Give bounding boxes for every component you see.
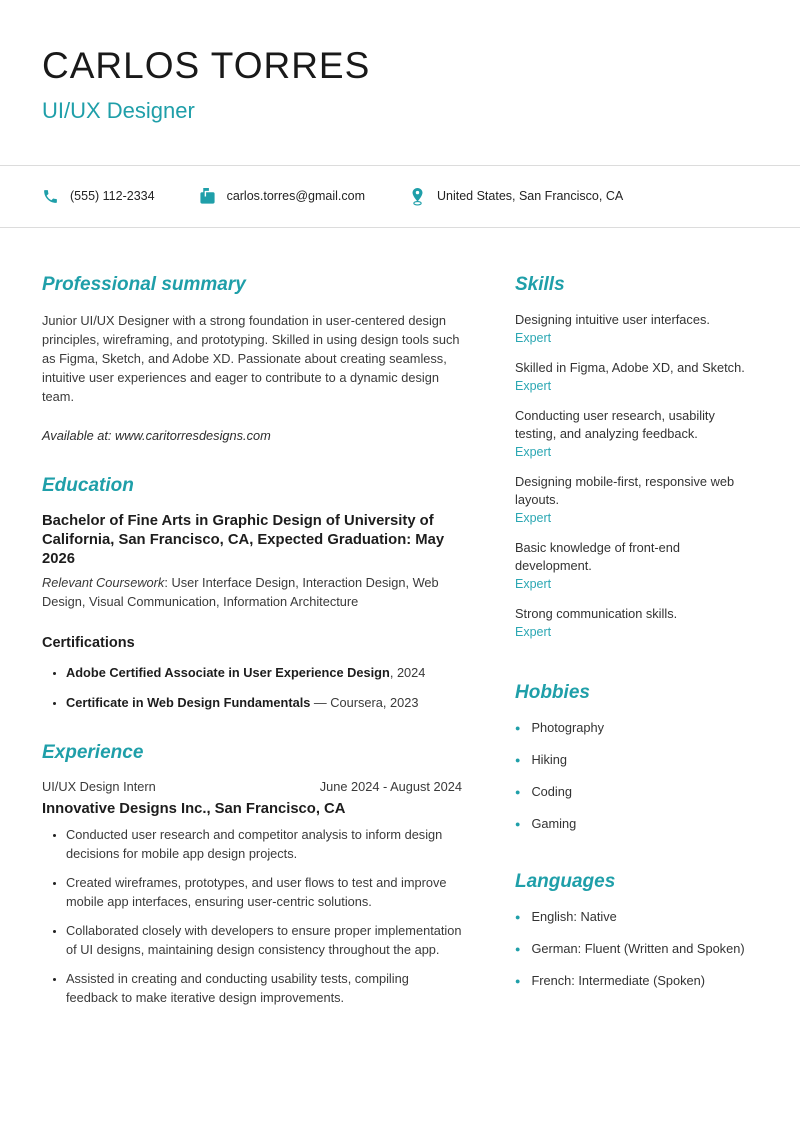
hobby-label: Hiking (531, 751, 567, 767)
skills-heading: Skills (515, 273, 565, 295)
availability-note: Available at: www.caritorresdesigns.com (42, 427, 271, 443)
hobby-label: Coding (531, 783, 572, 799)
bullet-dot-icon: ● (515, 975, 521, 986)
skill-item (515, 539, 758, 594)
skill-level: Expert (515, 330, 552, 345)
role-row (42, 779, 462, 794)
skills-section (515, 274, 758, 642)
job-dates: June 2024 - August 2024 (319, 778, 462, 794)
language-label: English: Native (531, 908, 617, 924)
language-label: German: Fluent (Written and Spoken) (531, 940, 745, 956)
experience-bullets (42, 825, 462, 1007)
contact-email-text: carlos.torres@gmail.com (226, 189, 365, 204)
certification-item (66, 663, 462, 682)
education-section (42, 475, 462, 712)
location-pin-icon (409, 187, 426, 206)
experience-bullet: • Assisted in creating and conducting usability tests, compiling feedback to make iterative design improvements. (66, 969, 462, 1007)
hobby-label: Photography (531, 719, 605, 735)
company-name: Innovative Designs Inc., San Francisco, CA (42, 800, 346, 817)
bullet-dot-icon: ● (515, 818, 521, 829)
certifications-list (42, 663, 462, 712)
bullet-dot-icon: ● (515, 754, 521, 765)
skill-level: Expert (515, 378, 552, 393)
bullet-dot-icon: ● (515, 911, 521, 922)
mailbox-icon (199, 188, 216, 205)
bullet-dot-icon: ● (515, 722, 521, 733)
skill-level: Expert (515, 444, 552, 459)
coursework-list: : User Interface Design, Interaction Design, Web Design, Visual Communication, Information Architecture (42, 574, 439, 609)
languages-heading: Languages (515, 870, 616, 892)
skill-level: Expert (515, 624, 552, 639)
experience-bullet: • Conducted user research and competitor analysis to inform design decisions for mobile app design projects. (66, 825, 462, 863)
degree-title: Bachelor of Fine Arts in Graphic Design of University of California, San Francisco, CA, Expected Graduation: May 2026 (42, 512, 445, 567)
contact-email (199, 188, 365, 205)
skill-item (515, 359, 758, 396)
languages-section (515, 871, 758, 988)
education-heading: Education (42, 474, 134, 496)
hobby-item (515, 816, 758, 831)
skill-item (515, 407, 758, 462)
bullet-dot-icon: ● (515, 943, 521, 954)
skill-name: Conducting user research, usability testing, and analyzing feedback. (515, 407, 715, 441)
contact-phone (42, 188, 155, 205)
hobbies-section (515, 682, 758, 831)
skill-item (515, 311, 758, 348)
hobby-item (515, 752, 758, 767)
contact-phone-text: (555) 112-2334 (70, 189, 155, 204)
language-item (515, 941, 758, 956)
certification-name: Certificate in Web Design Fundamentals (66, 694, 311, 710)
languages-list (515, 909, 758, 988)
bullet-dot-icon: ● (515, 786, 521, 797)
skill-name: Designing mobile-first, responsive web layouts. (515, 473, 735, 507)
skill-item (515, 473, 758, 528)
certification-name: Adobe Certified Associate in User Experience Design (66, 664, 390, 680)
hobbies-heading: Hobbies (515, 681, 590, 703)
certification-detail: , 2024 (389, 664, 426, 680)
resume-body (0, 228, 800, 1017)
experience-bullet: • Collaborated closely with developers to ensure proper implementation of UI designs, maintaining design consistency throughout the app. (66, 921, 462, 959)
language-item (515, 973, 758, 988)
summary-section (42, 274, 462, 443)
relevant-coursework (42, 573, 462, 611)
experience-bullet: • Created wireframes, prototypes, and user flows to test and improve mobile app interfaces, ensuring user-centric solutions. (66, 873, 462, 911)
certification-detail: — Coursera, 2023 (310, 694, 419, 710)
contact-location-text: United States, San Francisco, CA (436, 189, 624, 204)
job-title: UI/UX Design Intern (42, 778, 156, 794)
language-label: French: Intermediate (Spoken) (531, 972, 705, 988)
right-column (515, 274, 758, 1017)
skill-item (515, 605, 758, 642)
skill-name: Strong communication skills. (515, 605, 678, 621)
experience-section (42, 742, 462, 1007)
hobby-label: Gaming (531, 815, 577, 831)
skill-name: Basic knowledge of front-end development. (515, 539, 681, 573)
summary-text: Junior UI/UX Designer with a strong foundation in user-centered design principles, wireframing, and prototyping. Skilled in using design tools such as Figma, Sketch, and Adobe XD. Passionate about creating seamless, intuitive user experiences and eager to contribute to a dynamic design team. (42, 312, 460, 404)
contact-location (409, 187, 623, 206)
candidate-title: UI/UX Designer (42, 97, 195, 123)
experience-heading: Experience (42, 741, 144, 763)
coursework-label: Relevant Coursework (42, 574, 165, 590)
resume-header (0, 0, 800, 124)
skill-level: Expert (515, 510, 552, 525)
summary-heading: Professional summary (42, 273, 246, 295)
hobby-item (515, 784, 758, 799)
hobby-item (515, 720, 758, 735)
contact-bar (0, 165, 800, 228)
left-column (42, 274, 462, 1017)
skill-name: Skilled in Figma, Adobe XD, and Sketch. (515, 359, 745, 375)
hobbies-list (515, 720, 758, 831)
skill-level: Expert (515, 576, 552, 591)
certification-item (66, 693, 462, 712)
candidate-name: CARLOS TORRES (42, 45, 371, 86)
skill-name: Designing intuitive user interfaces. (515, 311, 710, 327)
certifications-heading: Certifications (42, 634, 135, 651)
language-item (515, 909, 758, 924)
phone-icon (42, 188, 59, 205)
